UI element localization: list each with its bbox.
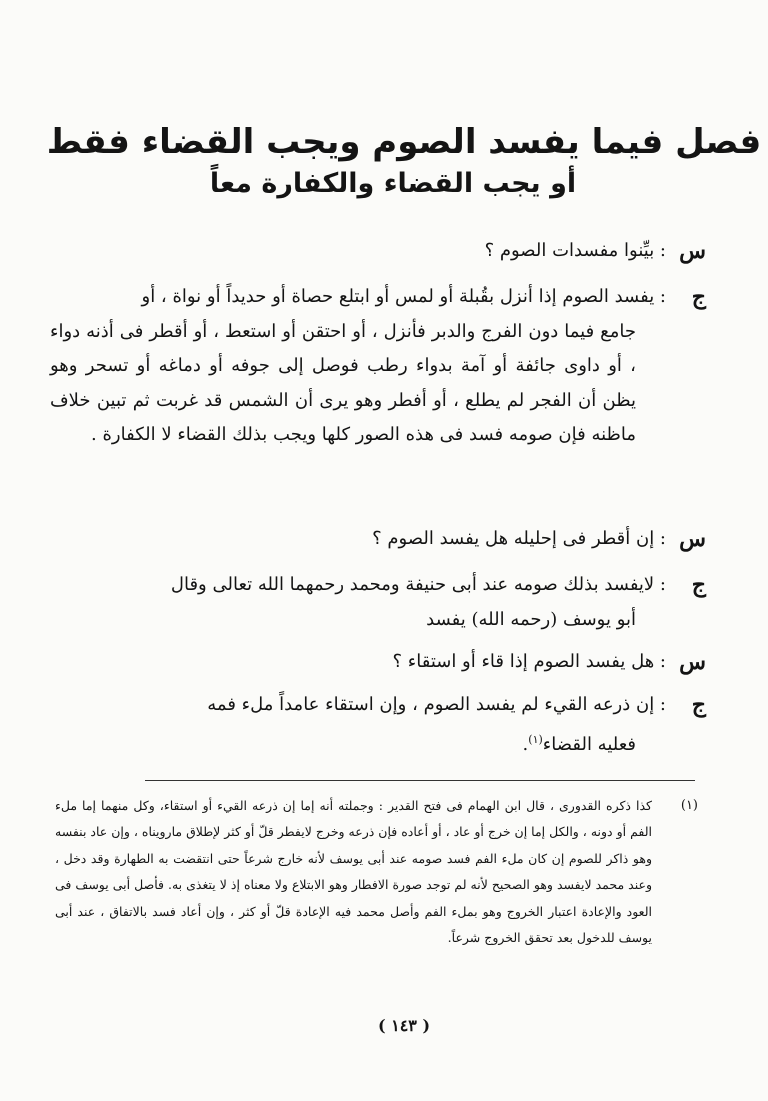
answer-end-punctuation: . — [522, 733, 529, 755]
question-2 — [50, 522, 706, 557]
answer-label: ج — [691, 284, 706, 310]
answer-continuation — [50, 723, 636, 763]
section-title: فصل فيما يفسد الصوم ويجب القضاء فقط — [46, 122, 762, 162]
question-text: : إن أقطر فى إحليله هل يفسد الصوم ؟ — [372, 528, 666, 549]
answer-text — [50, 688, 666, 762]
question-label: س — [679, 526, 706, 552]
answer-first-line: : لايفسد بذلك صومه عند أبى حنيفة ومحمد رحمهما الله تعالى وقال — [170, 574, 666, 595]
question-3 — [50, 645, 706, 680]
answer-continuation: جامع فيما دون الفرج والدبر فأنزل ، أو احتقن أو استعط ، أو أقطر فى أذنه دواء ، أو داوى جائفة أو آمة بدواء رطب فوصل إلى جوفه أو دماغه أو تسحر وهو يظن أن الفجر لم يطلع ، أو أفطر وهو يرى أن الشمس قد غربت ثم تبين خلاف ماظنه فإن صومه فسد فى هذه الصور كلها ويجب بذلك القضاء لا الكفارة . — [50, 320, 636, 445]
answer-text — [50, 568, 666, 637]
answer-1 — [50, 280, 706, 453]
question-label: س — [679, 649, 706, 675]
footnote-separator — [145, 780, 695, 781]
answer-continuation-text: فعليه القضاء — [542, 733, 636, 755]
answer-continuation: أبو يوسف (رحمه الله) يفسد — [426, 608, 636, 630]
section-subtitle: أو يجب القضاء والكفارة معاً — [209, 168, 577, 199]
footnote — [55, 793, 698, 951]
page-number: ( ١٤٣ ) — [377, 1016, 431, 1035]
answer-first-line: : إن ذرعه القيء لم يفسد الصوم ، وإن استقاء عامداً ملء فمه — [207, 694, 666, 715]
question-1 — [50, 234, 706, 269]
footnote-reference: (١) — [528, 732, 543, 746]
answer-first-line: : يفسد الصوم إذا أنزل بقُبلة أو لمس أو ابتلع حصاة أو حديداً أو نواة ، أو — [141, 286, 666, 307]
question-text: : بيِّنوا مفسدات الصوم ؟ — [484, 240, 666, 261]
question-label: س — [679, 238, 706, 264]
answer-2 — [50, 568, 706, 637]
question-text: : هل يفسد الصوم إذا قاء أو استقاء ؟ — [392, 651, 666, 672]
answer-text — [50, 280, 666, 453]
answer-3 — [50, 688, 706, 762]
answer-label: ج — [691, 692, 706, 718]
footnote-text: كذا ذكره القدورى ، قال ابن الهمام فى فتح القدير : وجملته أنه إما إن ذرعه القيء أو استقاء، وكل منهما إما ملء الفم أو دونه ، والكل إما إن خرج أو عاد ، أو أعاده فإن ذرعه وخرج لايفطر قلّ أو كثر لإطلاق مارويناه ، وإن عاد بنفسه وهو ذاكر للصوم إن كان ملء الفم فسد صومه عند أبى يوسف لأنه خارج شرعاً حتى انتقضت به الطهارة وقد دخل ، وعند محمد لايفسد وهو الصحيح لأنه لم توجد صورة الافطار وهو الابتلاع ولا معناه إذ لا يتغذى به. فأصل أبى يوسف فى العود والإعادة اعتبار الخروج وهو بملء الفم وأصل محمد فيه الإعادة قلّ أو كثر ، وإن أعاد فسد بالاتفاق ، عند أبى يوسف للدخول بعد تحقق الخروج شرعاً. — [55, 798, 652, 946]
answer-label: ج — [691, 572, 706, 598]
footnote-number: (١) — [680, 798, 698, 813]
